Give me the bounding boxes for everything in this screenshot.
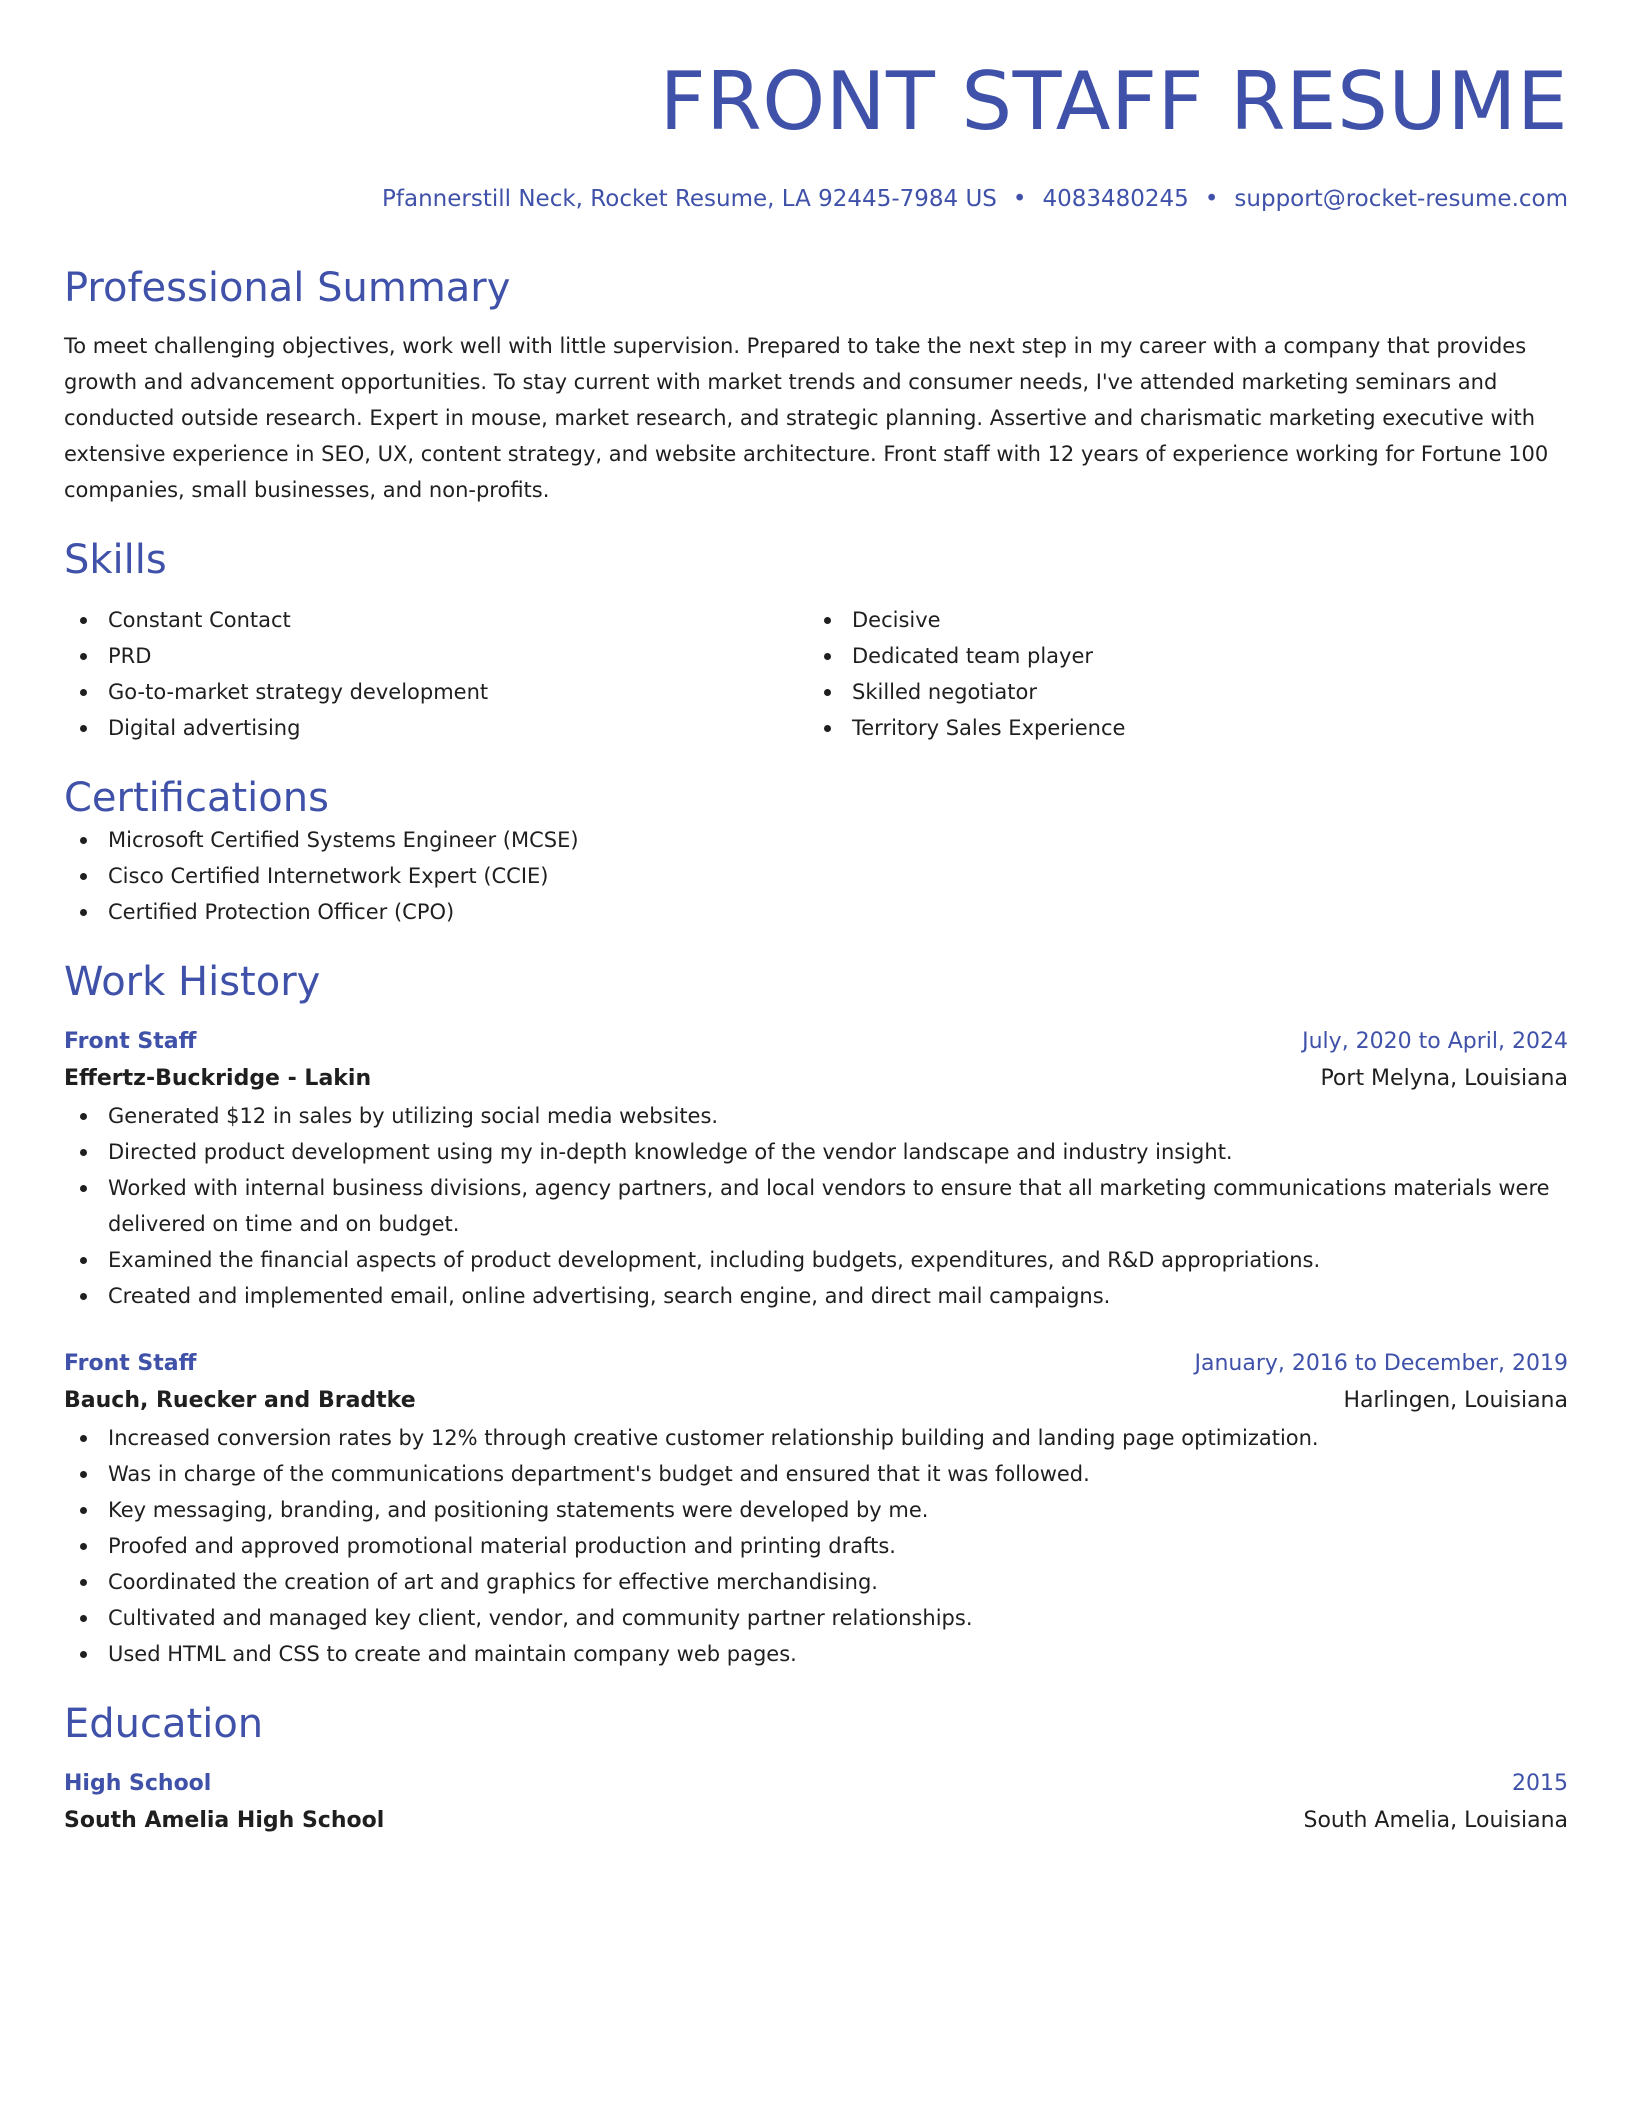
education-degree: High School [64,1771,212,1796]
job-entry [64,1346,1568,1672]
job-bullet: Proofed and approved promotional material production and printing drafts. [64,1528,1568,1564]
job-bullet: Key messaging, branding, and positioning statements were developed by me. [64,1492,1568,1528]
contact-email[interactable]: support@rocket-resume.com [1234,186,1568,212]
bullet-icon [824,725,831,732]
bullet-icon [80,909,87,916]
contact-phone: 4083480245 [1042,186,1189,212]
job-bullet: Created and implemented email, online advertising, search engine, and direct mail campaigns. [64,1278,1568,1314]
bullet-icon [80,1615,87,1622]
skill-item: Territory Sales Experience [808,710,1552,746]
job-title: Front Staff [64,1351,197,1376]
job-bullet: Used HTML and CSS to create and maintain company web pages. [64,1636,1568,1672]
skill-item: Skilled negotiator [808,674,1552,710]
education-location: South Amelia, Louisiana [1303,1808,1568,1833]
education-year: 2015 [1512,1771,1568,1796]
job-title: Front Staff [64,1029,197,1054]
bullet-icon [80,873,87,880]
resume-title: FRONT STAFF RESUME [659,55,1568,148]
bullet-icon [80,617,87,624]
contact-line [64,184,1568,214]
education-entry [64,1766,1568,1840]
bullet-icon [80,1257,87,1264]
contact-separator: • [1204,186,1219,212]
job-company: Effertz-Buckridge - Lakin [64,1066,372,1091]
bullet-icon [80,653,87,660]
job-dates: July, 2020 to April, 2024 [1302,1029,1568,1054]
skill-item: Digital advertising [64,710,808,746]
skill-item: PRD [64,638,808,674]
certifications-heading: Certifications [64,775,329,821]
job-bullet: Was in charge of the communications department's budget and ensured that it was followed. [64,1456,1568,1492]
education-school: South Amelia High School [64,1808,385,1833]
skill-item: Dedicated team player [808,638,1552,674]
skill-item: Constant Contact [64,602,808,638]
skills-column-right [808,602,1552,746]
job-bullet: Generated $12 in sales by utilizing social media websites. [64,1098,1568,1134]
job-location: Port Melyna, Louisiana [1320,1066,1568,1091]
bullet-icon [80,1471,87,1478]
bullet-icon [80,1579,87,1586]
skill-item: Decisive [808,602,1552,638]
contact-separator: • [1012,186,1027,212]
job-company: Bauch, Ruecker and Bradtke [64,1388,416,1413]
summary-text: To meet challenging objectives, work well with little supervision. Prepared to take the next step in my career with a company that provides growth and advancement opportunities. To stay current with market trends and consumer needs, I've attended marketing seminars and conducted outside research. Expert in mouse, market research, and strategic planning. Assertive and charismatic marketing executive with extensive experience in SEO, UX, content strategy, and website architecture. Front staff with 12 years of experience working for Fortune 100 companies, small businesses, and non-profits. [64,334,1549,502]
job-location: Harlingen, Louisiana [1343,1388,1568,1413]
job-bullets [64,1098,1568,1314]
skills-column-left [64,602,808,746]
bullet-icon [824,653,831,660]
certification-item: Microsoft Certified Systems Engineer (MCSE) [64,822,1568,858]
certification-item: Certified Protection Officer (CPO) [64,894,1568,930]
work-history-heading: Work History [64,959,321,1005]
bullet-icon [80,689,87,696]
job-bullet: Increased conversion rates by 12% through creative customer relationship building and landing page optimization. [64,1420,1568,1456]
bullet-icon [824,617,831,624]
bullet-icon [80,1435,87,1442]
skills-list [64,602,1568,746]
job-bullet: Examined the financial aspects of product development, including budgets, expenditures, and R&D appropriations. [64,1242,1568,1278]
certification-item: Cisco Certified Internetwork Expert (CCIE) [64,858,1568,894]
job-bullet: Worked with internal business divisions, agency partners, and local vendors to ensure that all marketing communications materials were delivered on time and on budget. [64,1170,1568,1242]
contact-address: Pfannerstill Neck, Rocket Resume, LA 92445-7984 US [382,186,997,212]
bullet-icon [80,837,87,844]
bullet-icon [80,1507,87,1514]
job-bullet: Directed product development using my in-depth knowledge of the vendor landscape and industry insight. [64,1134,1568,1170]
bullet-icon [824,689,831,696]
bullet-icon [80,1185,87,1192]
bullet-icon [80,1113,87,1120]
job-entry [64,1024,1568,1314]
job-bullets [64,1420,1568,1672]
job-bullet: Cultivated and managed key client, vendor, and community partner relationships. [64,1600,1568,1636]
bullet-icon [80,1543,87,1550]
certifications-list [64,822,1568,930]
bullet-icon [80,1651,87,1658]
education-heading: Education [64,1701,264,1747]
summary-heading: Professional Summary [64,265,511,311]
bullet-icon [80,1149,87,1156]
job-bullet: Coordinated the creation of art and graphics for effective merchandising. [64,1564,1568,1600]
bullet-icon [80,725,87,732]
job-dates: January, 2016 to December, 2019 [1194,1351,1568,1376]
skill-item: Go-to-market strategy development [64,674,808,710]
skills-heading: Skills [64,537,167,583]
bullet-icon [80,1293,87,1300]
